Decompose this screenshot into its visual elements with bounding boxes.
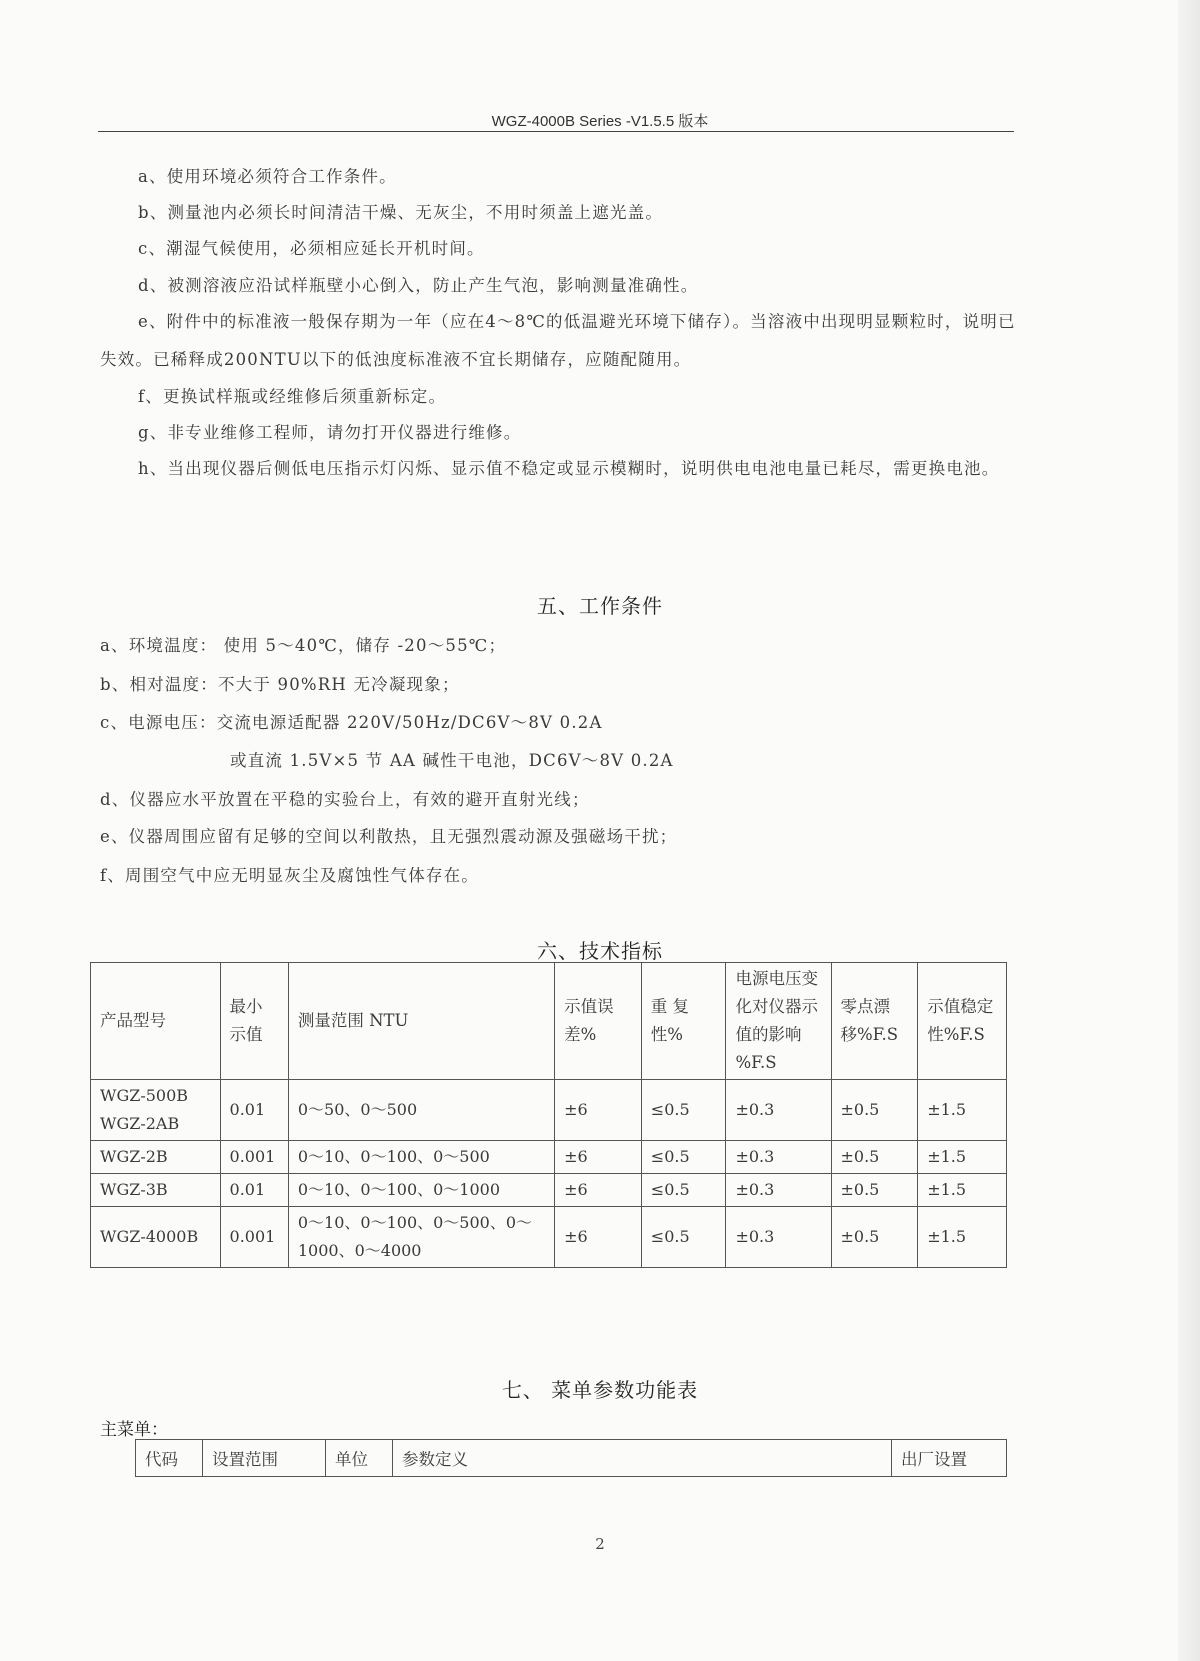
cell-error: ±6 (555, 1207, 642, 1268)
main-menu-label: 主菜单： (100, 1420, 168, 1440)
col-error: 示值误差% (555, 963, 642, 1080)
cell-repeatability: ≤0.5 (641, 1207, 726, 1268)
cell-zero-drift: ±0.5 (831, 1174, 918, 1207)
menu-col-setting-range: 设置范围 (203, 1440, 326, 1477)
col-voltage-effect: 电源电压变化对仪器示值的影响 %F.S (726, 963, 831, 1080)
cell-stability: ±1.5 (918, 1080, 1007, 1141)
menu-col-unit: 单位 (326, 1440, 393, 1477)
cell-stability: ±1.5 (918, 1174, 1007, 1207)
cell-error: ±6 (555, 1174, 642, 1207)
cell-repeatability: ≤0.5 (641, 1174, 726, 1207)
note-e: e、附件中的标准液一般保存期为一年（应在4～8℃的低温避光环境下储存）。当溶液中出现明显颗粒时，说明已失效。已稀释成200NTU以下的低浊度标准液不宜长期储存，应随配随用。 (100, 312, 1016, 369)
condition-c-continued: 或直流 1.5V×5 节 AA 碱性干电池，DC6V～8V 0.2A (230, 751, 674, 770)
cell-min-display: 0.001 (220, 1141, 288, 1174)
table-row (91, 1141, 1007, 1174)
note-c: c、潮湿气候使用，必须相应延长开机时间。 (138, 239, 485, 258)
condition-e: e、仪器周围应留有足够的空间以利散热，且无强烈震动源及强磁场干扰； (100, 827, 678, 846)
condition-a: a、环境温度： 使用 5～40℃，储存 -20～55℃； (100, 636, 507, 655)
cell-model: WGZ-2B (91, 1141, 221, 1174)
table-row (91, 1174, 1007, 1207)
menu-table-header-row (136, 1440, 1007, 1477)
condition-c: c、电源电压：交流电源适配器 220V/50Hz/DC6V～8V 0.2A (100, 713, 603, 732)
menu-col-code: 代码 (136, 1440, 203, 1477)
menu-parameter-table (135, 1439, 1007, 1477)
section-5-heading: 五、工作条件 (537, 594, 663, 618)
cell-model: WGZ-500B WGZ-2AB (91, 1080, 221, 1141)
note-h: h、当出现仪器后侧低电压指示灯闪烁、显示值不稳定或显示模糊时，说明供电电池电量已耗尽，需更换电池。 (138, 459, 1000, 478)
spec-table-header-row (91, 963, 1007, 1080)
cell-zero-drift: ±0.5 (831, 1141, 918, 1174)
table-row (91, 1207, 1007, 1268)
cell-repeatability: ≤0.5 (641, 1080, 726, 1141)
condition-f: f、周围空气中应无明显灰尘及腐蚀性气体存在。 (100, 866, 480, 885)
cell-voltage-effect: ±0.3 (726, 1080, 831, 1141)
spec-table (90, 962, 1007, 1268)
note-d: d、被测溶液应沿试样瓶壁小心倒入，防止产生气泡，影响测量准确性。 (138, 276, 699, 295)
cell-min-display: 0.01 (220, 1174, 288, 1207)
col-repeatability: 重 复性% (641, 963, 726, 1080)
section-6-heading: 六、技术指标 (537, 939, 663, 963)
note-a: a、使用环境必须符合工作条件。 (138, 167, 397, 186)
cell-voltage-effect: ±0.3 (726, 1207, 831, 1268)
cell-range: 0～10、0～100、0～500、0～1000、0～4000 (288, 1207, 554, 1268)
note-f: f、更换试样瓶或经维修后须重新标定。 (138, 387, 447, 406)
menu-col-parameter-definition: 参数定义 (393, 1440, 892, 1477)
header-divider (98, 131, 1014, 132)
cell-stability: ±1.5 (918, 1141, 1007, 1174)
condition-d: d、仪器应水平放置在平稳的实验台上，有效的避开直射光线； (100, 790, 590, 809)
cell-range: 0～10、0～100、0～500 (288, 1141, 554, 1174)
note-b: b、测量池内必须长时间清洁干燥、无灰尘，不用时须盖上遮光盖。 (138, 203, 664, 222)
document-header-title: WGZ-4000B Series -V1.5.5 版本 (491, 113, 709, 130)
cell-min-display: 0.01 (220, 1080, 288, 1141)
col-range: 测量范围 NTU (288, 963, 554, 1080)
cell-range: 0～50、0～500 (288, 1080, 554, 1141)
page-number: 2 (595, 1535, 605, 1553)
cell-zero-drift: ±0.5 (831, 1080, 918, 1141)
cell-model: WGZ-4000B (91, 1207, 221, 1268)
cell-min-display: 0.001 (220, 1207, 288, 1268)
condition-b: b、相对温度：不大于 90%RH 无冷凝现象； (100, 675, 460, 694)
cell-voltage-effect: ±0.3 (726, 1141, 831, 1174)
col-zero-drift: 零点漂移%F.S (831, 963, 918, 1080)
col-min-display: 最小示值 (220, 963, 288, 1080)
col-stability: 示值稳定性%F.S (918, 963, 1007, 1080)
cell-range: 0～10、0～100、0～1000 (288, 1174, 554, 1207)
menu-col-factory-setting: 出厂设置 (892, 1440, 1007, 1477)
cell-zero-drift: ±0.5 (831, 1207, 918, 1268)
cell-error: ±6 (555, 1141, 642, 1174)
note-g: g、非专业维修工程师，请勿打开仪器进行维修。 (138, 423, 522, 442)
cell-model: WGZ-3B (91, 1174, 221, 1207)
table-row (91, 1080, 1007, 1141)
scan-edge-shadow (1178, 0, 1200, 1661)
col-model: 产品型号 (91, 963, 221, 1080)
cell-stability: ±1.5 (918, 1207, 1007, 1268)
cell-error: ±6 (555, 1080, 642, 1141)
section-7-heading: 七、 菜单参数功能表 (501, 1378, 699, 1402)
cell-voltage-effect: ±0.3 (726, 1174, 831, 1207)
cell-repeatability: ≤0.5 (641, 1141, 726, 1174)
